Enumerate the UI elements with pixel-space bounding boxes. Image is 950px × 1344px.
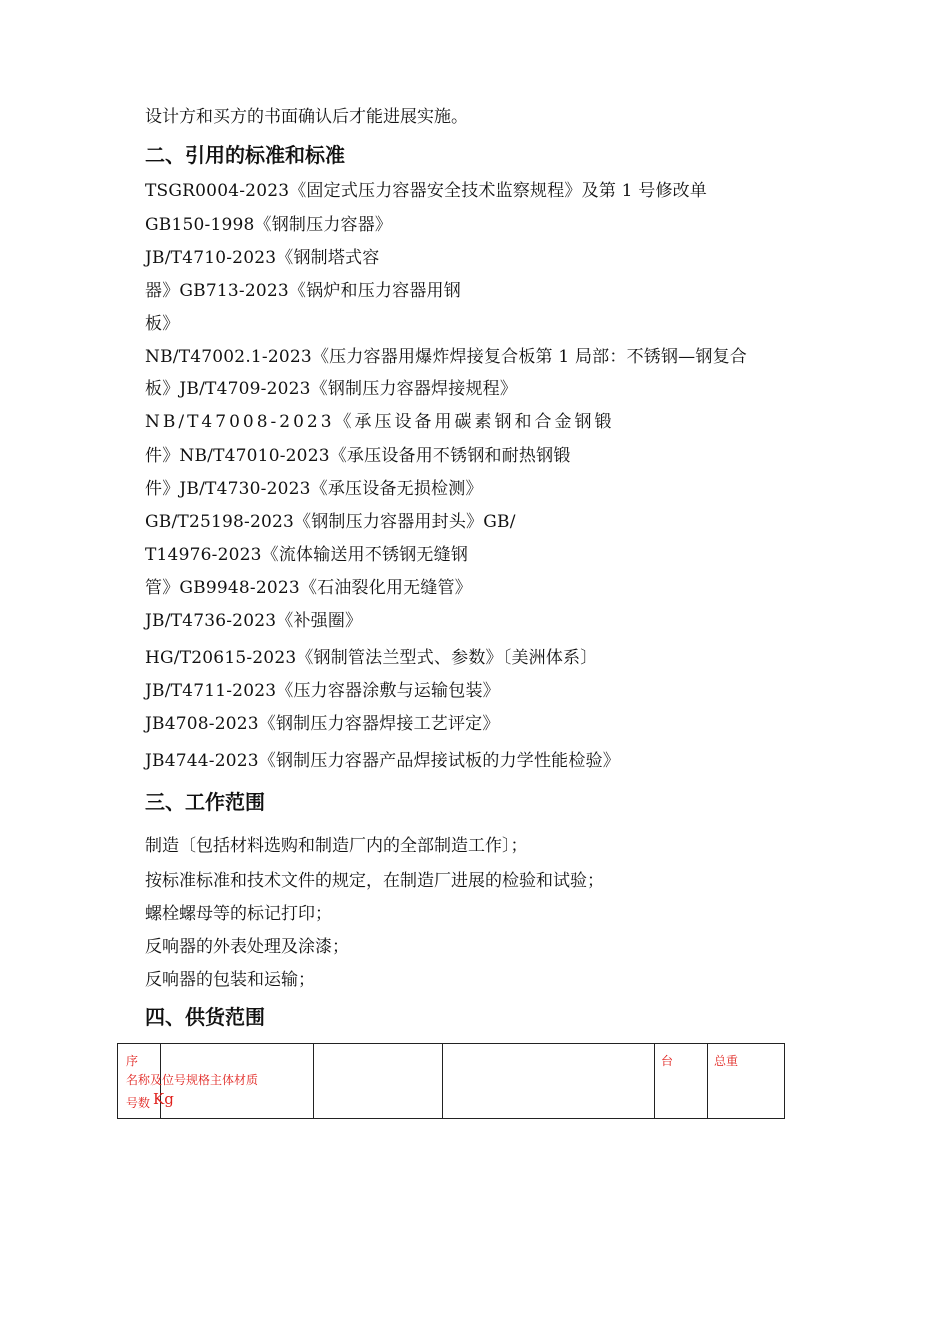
standard-line-18: JB4744-2023《钢制压力容器产品焊接试板的力学性能检验》 bbox=[145, 751, 620, 771]
standard-line-12: T14976-2023《流体输送用不锈钢无缝钢 bbox=[145, 545, 469, 565]
cell-kg-text: Kg bbox=[153, 1090, 174, 1108]
supply-scope-table bbox=[117, 1043, 785, 1119]
section-heading-work-scope: 三、工作范围 bbox=[145, 790, 265, 814]
section-heading-supply-scope: 四、供货范围 bbox=[145, 1005, 265, 1029]
cell-xu-text: 序 bbox=[126, 1054, 139, 1068]
table-cell-spec bbox=[314, 1044, 443, 1119]
standard-line-13: 管》GB9948-2023《石油裂化用无缝管》 bbox=[145, 578, 472, 598]
cell-tai-text: 台 bbox=[661, 1054, 674, 1068]
work-scope-line-4: 反响器的外表处理及涂漆； bbox=[145, 937, 349, 957]
standard-line-3: JB/T4710-2023《钢制塔式容 bbox=[145, 248, 380, 268]
standard-line-7: 板》JB/T4709-2023《钢制压力容器焊接规程》 bbox=[145, 379, 518, 399]
standard-line-5: 板》 bbox=[145, 314, 180, 334]
cell-name-text: 名称及位号规格主体材质 bbox=[126, 1073, 259, 1087]
work-scope-line-2: 按标准标准和技术文件的规定，在制造厂进展的检验和试验； bbox=[145, 871, 604, 891]
table-cell-material bbox=[443, 1044, 655, 1119]
standard-line-11: GB/T25198-2023《钢制压力容器用封头》GB/ bbox=[145, 512, 516, 532]
standard-line-2: GB150-1998《钢制压力容器》 bbox=[145, 215, 393, 235]
intro-line: 设计方和买方的书面确认后才能进展实施。 bbox=[145, 107, 468, 127]
table-cell-total-weight bbox=[708, 1044, 785, 1119]
standard-line-15: HG/T20615-2023《钢制管法兰型式、参数》〔美洲体系〕 bbox=[145, 648, 598, 668]
table-cell-name bbox=[161, 1044, 314, 1119]
table-cell-index bbox=[118, 1044, 259, 1119]
work-scope-line-3: 螺栓螺母等的标记打印； bbox=[145, 904, 332, 924]
standard-line-6: NB/T47002.1-2023《压力容器用爆炸焊接复合板第 1 局部：不锈钢—钢复合 bbox=[145, 347, 747, 367]
standard-line-10: 件》JB/T4730-2023《承压设备无损检测》 bbox=[145, 479, 483, 499]
work-scope-line-5: 反响器的包装和运输； bbox=[145, 970, 315, 990]
standard-line-17: JB4708-2023《钢制压力容器焊接工艺评定》 bbox=[145, 714, 500, 734]
standard-line-4: 器》GB713-2023《锅炉和压力容器用钢 bbox=[145, 281, 461, 301]
cell-haoshu-text: 号数 bbox=[126, 1096, 151, 1110]
standard-line-14: JB/T4736-2023《补强圈》 bbox=[145, 611, 363, 631]
work-scope-line-1: 制造〔包括材料选购和制造厂内的全部制造工作〕； bbox=[145, 836, 528, 856]
table-cell-unit bbox=[655, 1044, 708, 1119]
standard-line-1: TSGR0004-2023《固定式压力容器安全技术监察规程》及第 1 号修改单 bbox=[145, 181, 708, 201]
standard-line-8: NB/T47008-2023《承压设备用碳素钢和合金钢锻 bbox=[145, 412, 615, 432]
section-heading-standards: 二、引用的标准和标准 bbox=[145, 143, 345, 167]
table-row bbox=[118, 1044, 785, 1119]
standard-line-9: 件》NB/T47010-2023《承压设备用不锈钢和耐热钢锻 bbox=[145, 446, 571, 466]
standard-line-16: JB/T4711-2023《压力容器涂敷与运输包装》 bbox=[145, 681, 500, 701]
cell-total-text: 总重 bbox=[714, 1054, 739, 1068]
